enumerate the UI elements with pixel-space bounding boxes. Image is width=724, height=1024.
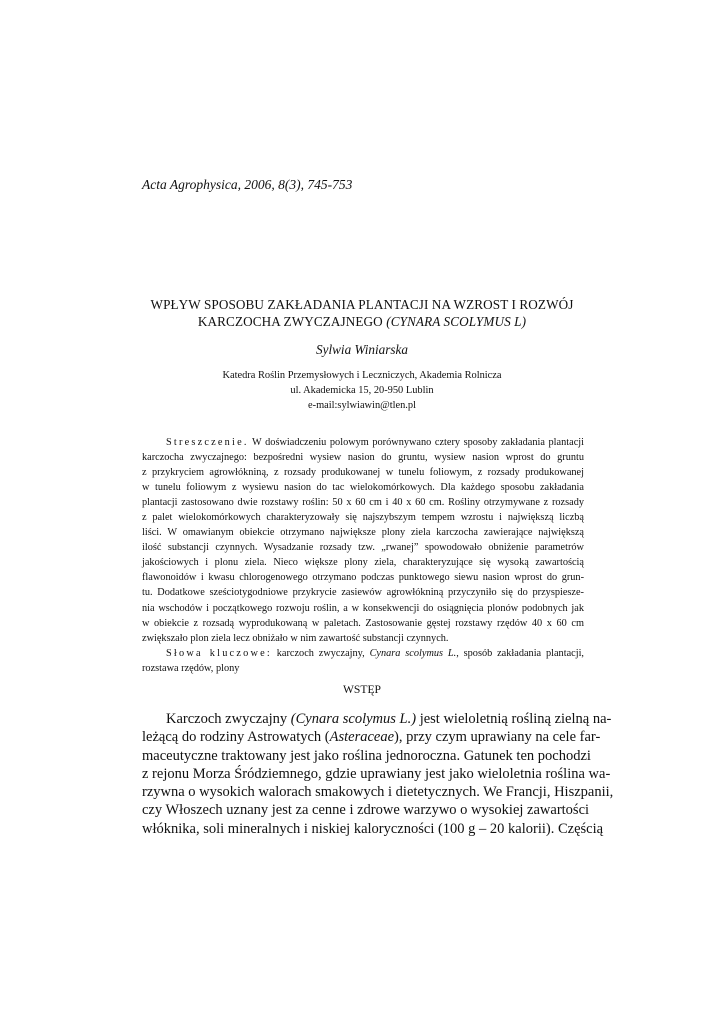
title-line-2-text: KARCZOCHA ZWYCZAJNEGO [197, 314, 387, 329]
abstract-line: z przykryciem agrowłókniną, z rozsady produkowanej w tunelu foliowym, z rozsady produkowanej [142, 467, 584, 479]
abstract-label: Streszczenie. [166, 437, 249, 448]
affiliation [0, 368, 724, 413]
affiliation-line-2: ul. Akademicka 15, 20-950 Lublin [290, 385, 434, 396]
keywords-species: Cynara scolymus L. [369, 647, 457, 659]
abstract-line: tu. Dodatkowe sześciotygodniowe przykrycie zasiewów agrowłókniną przyczyniło się do przyspiesze- [142, 587, 584, 599]
intro-paragraph [142, 710, 614, 838]
abstract-line: plantacji zastosowano dwie rozstawy roślin: 50 x 60 cm i 40 x 60 cm. Rośliny otrzymywane z rozsady [142, 497, 584, 509]
body-line: maceutyczne traktowany jest jako roślina jednoroczna. Gatunek ten pochodzi [142, 747, 591, 764]
keywords-line: rozstawa rzędów, plony [142, 662, 240, 674]
title-line-2 [0, 313, 724, 330]
abstract-line: ilość substancji czynnych. Wysadzanie rozsady tzw. „rwanej” spowodowało obniżenie parametrów [142, 542, 584, 554]
abstract-line: z palet wielokomórkowych charakteryzowały się najszybszym tempem wzrostu i największą liczbą [142, 512, 584, 524]
journal-citation: Acta Agrophysica, 2006, 8(3), 745-753 [142, 177, 353, 192]
abstract-line: nia wschodów i początkowego rozwoju roślin, a w konsekwencji do osiągnięcia plonów podobnych jak [142, 602, 584, 614]
abstract-line: Streszczenie. W doświadczeniu polowym porównywano cztery sposoby zakładania plantacji [166, 437, 584, 448]
affiliation-line-1: Katedra Roślin Przemysłowych i Leczniczych, Akademia Rolnicza [222, 370, 502, 381]
abstract-line: jakościowych i plonu ziela. Nieco większe plony ziela, charakteryzujące się wysoką zawartością [142, 557, 584, 569]
keywords-label: Słowa kluczowe: [166, 647, 272, 659]
abstract-line: liści. W omawianym obiekcie otrzymano największe plony ziela karczocha zawierające największą [142, 527, 584, 539]
section-heading: WSTĘP [342, 683, 381, 696]
abstract [142, 435, 584, 676]
affiliation-email: e-mail:sylwiawin@tlen.pl [308, 400, 416, 411]
body-line: z rejonu Morza Śródziemnego, gdzie uprawiany jest jako wieloletnia roślina wa- [142, 765, 611, 782]
body-line: włóknika, soli mineralnych i niskiej kaloryczności (100 g – 20 kalorii). Częścią [142, 820, 604, 837]
body-line: czy Włoszech uznany jest za cenne i zdrowe warzywo o wysokiej zawartości [142, 802, 590, 819]
abstract-line: zwiększało plon ziela lecz obniżało w nim zawartość substancji czynnych. [142, 632, 449, 644]
title-line-1: WPŁYW SPOSOBU ZAKŁADANIA PLANTACJI NA WZROST I ROZWÓJ [150, 297, 574, 312]
article-title [0, 296, 724, 330]
abstract-line: w obiekcie z rozsadą wyprodukowaną w paletach. Zastosowanie gęstej rozstawy rzędów 40 x 60 cm [142, 617, 584, 629]
body-line: rzywna o wysokich walorach smakowych i dietetycznych. We Francji, Hiszpanii, [142, 784, 614, 801]
title-species: (CYNARA SCOLYMUS L) [386, 314, 527, 329]
body-line: Karczoch zwyczajny (Cynara scolymus L.) jest wieloletnią rośliną zielną na- [166, 711, 612, 727]
abstract-line: w tunelu foliowym z wysiewu nasion do tac wielokomórkowych. Dla każdego sposobu zakładania [142, 482, 584, 494]
body-line: leżącą do rodziny Astrowatych (Asteraceae), przy czym uprawiany na cele far- [142, 729, 601, 746]
abstract-line: flawonoidów i kwasu chlorogenowego otrzymano podczas punktowego siewu nasion wprost do grun- [142, 572, 584, 584]
abstract-line: karczocha zwyczajnego: bezpośredni wysiew nasion do gruntu, wysiew nasion wprost do gruntu [142, 452, 584, 464]
author-name: Sylwia Winiarska [316, 342, 408, 357]
keywords-line: Słowa kluczowe: karczoch zwyczajny, Cynara scolymus L., sposób zakładania plantacji, [166, 647, 585, 659]
